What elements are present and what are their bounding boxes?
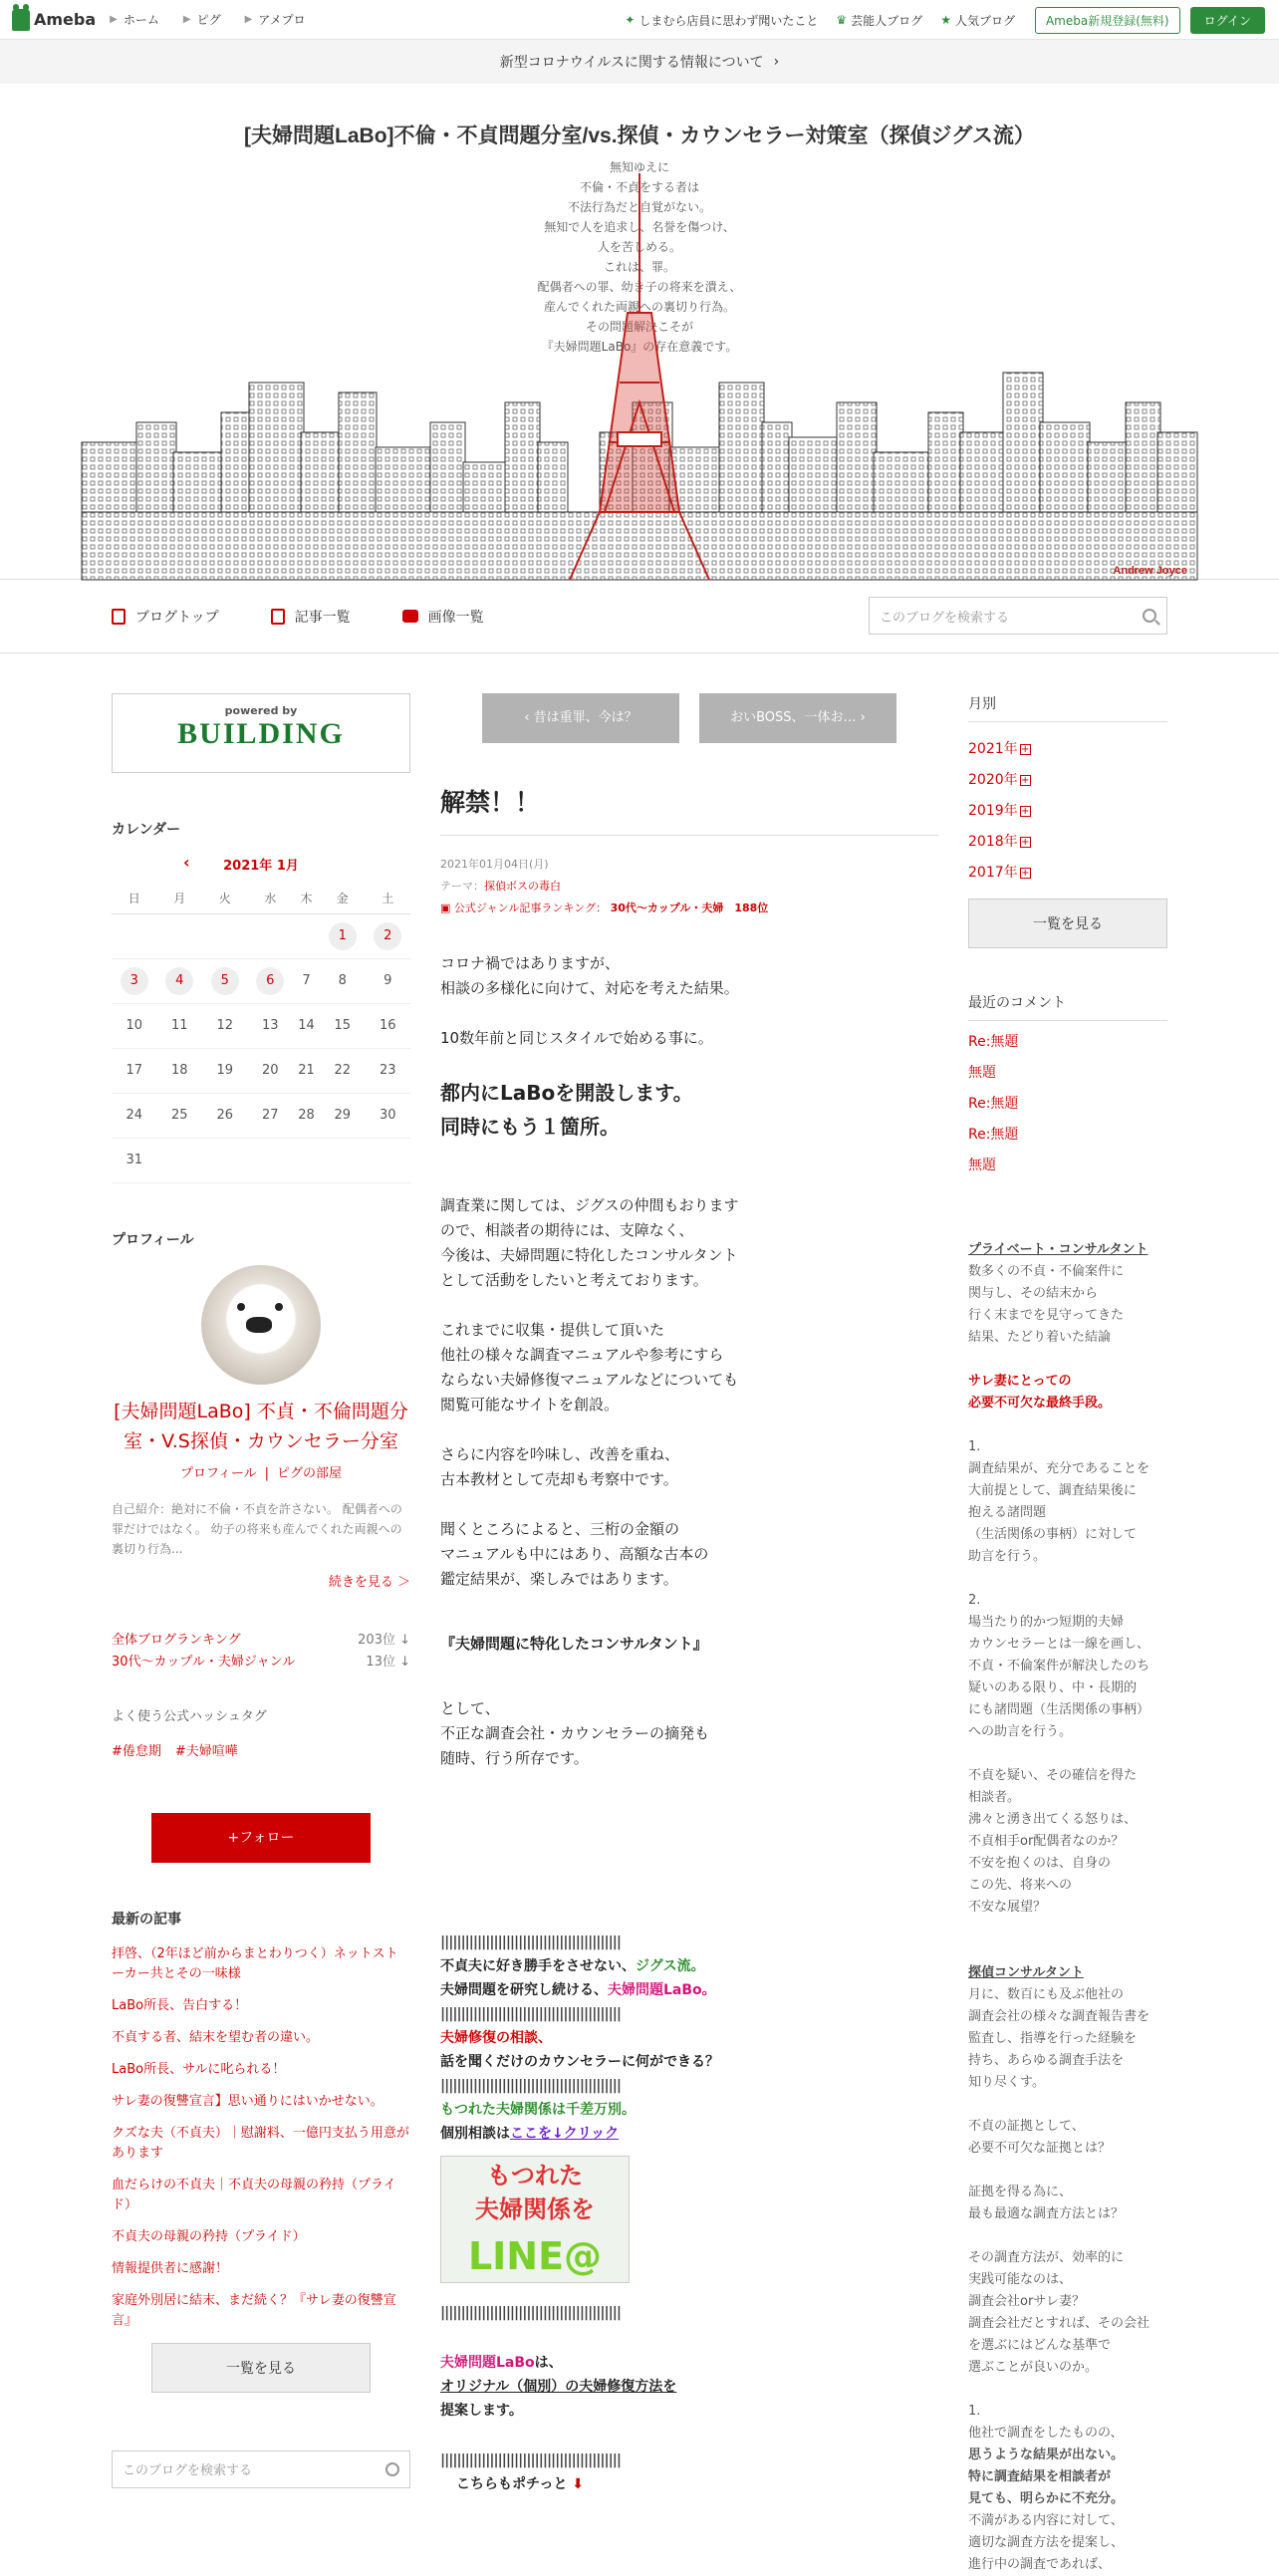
calendar-table	[112, 884, 410, 1183]
archive-more-button[interactable]: 一覧を見る	[968, 899, 1167, 948]
weekday-header: 水	[248, 884, 294, 913]
calendar-day: 29	[334, 1108, 351, 1123]
list-item[interactable]: LaBo所長、告白する！	[112, 1997, 248, 2013]
chevron-right-icon: ▶	[244, 14, 253, 25]
blog-search-input[interactable]: このブログを検索する	[869, 597, 1167, 635]
calendar-day: 26	[216, 1108, 234, 1123]
hashtag[interactable]: #倦怠期	[112, 1743, 161, 1759]
archive-year[interactable]: 2018年 +	[968, 834, 1030, 850]
nav-pigg[interactable]: ▶ ピグ	[182, 13, 221, 27]
expand-icon[interactable]: +	[1020, 837, 1030, 848]
sidebar-search-input[interactable]: このブログを検索する	[112, 2450, 410, 2488]
calendar-day-with-post[interactable]: 2	[374, 922, 401, 950]
recent-comments-list	[968, 1027, 1167, 1181]
expand-icon[interactable]: +	[1020, 868, 1030, 879]
right-sidebar	[968, 693, 1167, 2576]
global-header	[0, 0, 1279, 40]
list-item[interactable]: Re:無題	[968, 1034, 1019, 1050]
article-body: コロナ禍ではありますが、 相談の多様化に向けて、対応を考えた結果。 10数年前と同じスタイルで始める事に。 都内にLaBoを開設します。 同時にもう１箇所。 調査業に関しては、ジグスの仲間もおります ので、相談者の期待には、支障なく、 今後は、夫婦問題に特化したコンサルタント として活動をしたいと考えております。 これまでに収集・提供して頂いた 他社の様々な調査マニュアルや参考にすら ならない夫婦修復マニュアルなどについても 閲覧可能なサイトを創設。 さらに内容を吟味し、改善を重ね、 古本教材として売却も考察中です。 聞くところによると、三桁の金額の マニュアルも中にはあり、高額な古本の 鑑定結果が、楽しみではあります。 『夫婦問題に特化したコンサルタント』 として、 不正な調査会社・カウンセラーの摘発も 随時、行う所存です。 |||||||||||||||||||||||||||||||||||||||||||| 不貞夫に好き勝手をさせない、ジグス流。 夫婦問題を研究し続ける、夫婦問題LaBo。 |||||||||||||||||||||||||||||||||||||||||||| 夫婦修復の相談、 話を聞くだけのカウンセラーに何ができる？ |||||||||||||||||||||||||||||||||||||||||||| もつれた夫婦関係は千差万別。 個別相談はここを↓クリック もつれた 夫婦関係を LINE@ |||||||||||||||||||||||||||||||||||||||||||| 夫婦問題LaBoは、 オリジナル（個別）の夫婦修復方法を 提案します。 |||||||||||||||||||||||||||||||||||||||||||| こちらもポチっと ⬇	[440, 951, 938, 2496]
calendar-day-with-post[interactable]: 4	[165, 967, 193, 995]
chevron-left-icon[interactable]: ‹	[183, 853, 190, 872]
calendar-day: 9	[384, 973, 392, 988]
article-list-link[interactable]: 記事一覧	[271, 607, 351, 627]
article-title[interactable]: 解禁！！	[440, 783, 938, 836]
article	[440, 693, 938, 2496]
calendar-title: カレンダー	[112, 822, 181, 838]
list-item[interactable]: Re:無題	[968, 1096, 1019, 1112]
archive-year[interactable]: 2021年 +	[968, 741, 1030, 757]
hashtag-title: よく使う公式ハッシュタグ	[112, 1708, 267, 1724]
calendar-day-with-post[interactable]: 6	[256, 967, 284, 995]
list-item[interactable]: 不貞夫の母親の矜持（プライド）	[112, 2228, 306, 2244]
article-meta: 2021年01月04日(月) テーマ：探偵ボスの毒白 ▣ 公式ジャンル記事ランキング： 30代〜カップル・夫婦 188位	[440, 854, 938, 919]
arrow-down-icon: ⬇	[572, 2476, 585, 2492]
latest-articles-list	[112, 1944, 410, 2331]
list-item[interactable]: 情報提供者に感謝！	[112, 2260, 229, 2276]
calendar-day: 13	[262, 1018, 279, 1033]
line-at-banner[interactable]: もつれた 夫婦関係を LINE@	[440, 2156, 630, 2283]
calendar-week	[112, 1003, 410, 1048]
article-date: 2021年01月04日(月)	[440, 858, 549, 871]
list-item[interactable]: 無題	[968, 1158, 996, 1173]
calendar-month: ‹ 2021年 1月	[183, 853, 299, 874]
next-article-button[interactable]: おいBOSS、一体お… ›	[699, 693, 896, 743]
calendar-day: 25	[171, 1108, 188, 1123]
weekday-header: 日	[112, 884, 157, 913]
nav-home[interactable]: ▶ ホーム	[110, 13, 159, 27]
calendar-day: 10	[126, 1018, 143, 1033]
promo-link-popular[interactable]: ★ 人気ブログ	[940, 13, 1015, 28]
calendar-day-with-post[interactable]: 1	[329, 922, 357, 950]
consultation-link[interactable]: ここを↓クリック	[510, 2126, 620, 2142]
weekday-header: 土	[365, 884, 410, 913]
list-item[interactable]: 無題	[968, 1065, 996, 1081]
calendar-week	[112, 913, 410, 958]
divider: ||||||||||||||||||||||||||||||||||||||||||||	[440, 2305, 621, 2321]
login-button[interactable]: ログイン	[1190, 7, 1265, 34]
nav-amepro[interactable]: ▶ アメプロ	[244, 13, 306, 27]
weekday-header: 月	[157, 884, 203, 913]
artist-signature: Andrew Joyce	[1113, 565, 1187, 577]
latest-articles-title: 最新の記事	[112, 1911, 181, 1928]
document-icon	[112, 609, 126, 625]
list-item[interactable]: 拝啓、（2年ほど前からまとわりつく）ネットストーカー共とその一味様	[112, 1945, 398, 1981]
article-pager	[440, 693, 938, 743]
calendar-day: 11	[171, 1018, 188, 1033]
blog-title[interactable]: [夫婦問題LaBo]不倫・不貞問題分室/vs.探偵・カウンセラー対策室（探偵ジグス流）	[244, 125, 1035, 147]
building-banner[interactable]: powered by BUILDING	[112, 693, 410, 773]
blog-top-link[interactable]: ブログトップ	[112, 607, 219, 627]
list-item[interactable]: LaBo所長、サルに叱られる！	[112, 2061, 286, 2077]
archive-year[interactable]: 2017年 +	[968, 865, 1030, 881]
profile-title: プロフィール	[112, 1231, 194, 1248]
latest-more-button[interactable]: 一覧を見る	[151, 2343, 371, 2393]
detective-consultant-title: 探偵コンサルタント	[968, 1965, 1084, 1980]
list-item[interactable]: クズな夫（不貞夫）｜慰謝料、一億円支払う用意があります	[112, 2125, 409, 2161]
divider: ||||||||||||||||||||||||||||||||||||||||||||	[440, 2078, 621, 2094]
profile-more-link[interactable]: 続きを見る ＞	[328, 1574, 410, 1590]
blog-tagline: 無知ゆえに 不倫・不貞をする者は 不法行為だと自覚がない。 無知で人を追求し、名誉を傷つけ、 人を苦しめる。 これは、罪。 配偶者への罪、幼き子の将来を潰え、 産んでくれた両親への裏切り行為。 その問題解決こそが 『夫婦問題LaBo』の存在意義です。	[537, 160, 742, 354]
calendar-day: 31	[126, 1153, 143, 1167]
divider: ||||||||||||||||||||||||||||||||||||||||||||	[440, 2006, 621, 2022]
calendar-day: 7	[302, 973, 311, 988]
archive-year[interactable]: 2019年 +	[968, 803, 1030, 819]
camera-icon	[402, 610, 418, 623]
calendar-day: 20	[262, 1063, 279, 1078]
hashtag[interactable]: #夫婦喧嘩	[174, 1743, 238, 1759]
chevron-right-icon: ›	[856, 710, 866, 725]
ranking-row[interactable]: 30代〜カップル・夫婦ジャンル 13位 ↓	[112, 1654, 410, 1670]
calendar-day-with-post[interactable]: 3	[121, 967, 148, 995]
tokyo-skyline-illustration	[82, 273, 1197, 580]
calendar-day-with-post[interactable]: 5	[211, 967, 239, 995]
expand-icon[interactable]: +	[1020, 744, 1030, 755]
profile-link[interactable]: プロフィール	[179, 1465, 257, 1481]
calendar-day: 21	[298, 1063, 315, 1078]
crown-icon: ♛	[836, 13, 848, 27]
calendar-day: 30	[379, 1108, 396, 1123]
blog-nav	[0, 580, 1279, 653]
calendar-day: 24	[126, 1108, 143, 1123]
calendar-day: 12	[216, 1018, 234, 1033]
chevron-right-icon: ›	[773, 54, 780, 70]
chevron-right-icon: ▶	[182, 14, 191, 25]
profile-links: プロフィール | ピグの部屋	[179, 1465, 343, 1481]
calendar-day: 19	[216, 1063, 234, 1078]
list-item[interactable]: サレ妻の復讐宣言】思い通りにはいかせない。	[112, 2093, 384, 2109]
search-icon[interactable]	[1143, 609, 1156, 623]
ameba-logo-icon	[12, 9, 30, 31]
promo-link-shimamura[interactable]: ✦ しまむら店員に思わず聞いたこと	[625, 13, 819, 28]
calendar-day: 23	[379, 1063, 396, 1078]
private-consultant-title: プライベート・コンサルタント	[968, 1242, 1149, 1257]
profile-intro: 自己紹介：絶対に不倫・不貞を許さない。 配偶者への罪だけではなく。 幼子の将来も産んでくれた両親への裏切り行為...	[112, 1501, 402, 1556]
hashtags	[112, 1740, 410, 1759]
ranking-row[interactable]: 全体ブログランキング 203位 ↓	[112, 1632, 410, 1648]
profile-name[interactable]: [夫婦問題LaBo] 不貞・不倫問題分室・V.S探偵・カウンセラー分室	[114, 1400, 408, 1452]
chevron-right-icon: ▶	[110, 14, 118, 25]
calendar-day: 16	[379, 1018, 396, 1033]
calendar-week	[112, 1138, 410, 1182]
list-item[interactable]: 不貞する者、結末を望む者の違い。	[112, 2029, 320, 2045]
monthly-archive-list	[968, 734, 1167, 889]
calendar-day: 22	[334, 1063, 351, 1078]
weekday-header: 木	[293, 884, 320, 913]
expand-icon[interactable]: +	[1020, 806, 1030, 817]
ranking	[112, 1630, 410, 1674]
prev-article-button[interactable]: ‹ 昔は重罪、今は？	[482, 693, 679, 743]
calendar-day: 18	[171, 1063, 188, 1078]
ranking-icon: ▣	[440, 902, 454, 914]
calendar-day: 28	[298, 1108, 315, 1123]
promo-link-celebrity[interactable]: ♛ 芸能人ブログ	[836, 13, 923, 28]
list-item[interactable]: Re:無題	[968, 1127, 1019, 1143]
weekday-header: 火	[202, 884, 248, 913]
register-button[interactable]: Ameba新規登録(無料)	[1035, 7, 1180, 34]
list-item[interactable]: 家庭外別居に結末、まだ続く？『サレ妻の復讐宣言』	[112, 2292, 396, 2328]
calendar-day: 15	[334, 1018, 351, 1033]
divider: ||||||||||||||||||||||||||||||||||||||||||||	[440, 1934, 621, 1950]
search-icon[interactable]	[385, 2462, 399, 2476]
recent-comments-title: 最近のコメント	[968, 992, 1167, 1021]
avatar[interactable]	[201, 1265, 321, 1385]
monthly-archive-title: 月別	[968, 693, 1167, 722]
blog-header	[0, 84, 1279, 580]
free-space: プライベート・コンサルタント 数多くの不貞・不倫案件に 関与し、その結末から 行く末までを見守ってきた 結果、たどり着いた結論 サレ妻にとっての 必要不可欠な最終手段。 1. 調査結果が、充分であることを 大前提として、調査結果後に 抱える諸問題 （生活関係の事柄）に対して 助言を行う。 2. 場当たり的かつ短期的夫婦 カウンセラーとは一線を画し、 不貞・不倫案件が解決したのち 疑いのある限り、中・長期的 にも諸問題（生活関係の事柄） への助言を行う。 不貞を疑い、その確信を得た 相談者。 沸々と湧き出てくる怒りは、 不貞相手or配偶者なのか？ 不安を抱くのは、自身の この先、将来への 不安な展望？ 探偵コンサルタント 月に、数百にも及ぶ他社の 調査会社の様々な調査報告書を 監査し、指導を行った経験を 持ち、あらゆる調査手法を 知り尽くす。 不貞の証拠として、 必要不可欠な証拠とは？ 証拠を得る為に、 最も最適な調査方法とは？ その調査方法が、効率的に 実践可能なのは、 調査会社orサレ妻？ 調査会社だとすれば、その会社 を選ぶにはどんな基準で 選ぶことが良いのか。 1. 他社で調査をしたものの、 思うような結果が出ない。 特に調査結果を相談者が 見ても、明らかに不充分。 不満がある内容に対して、 適切な調査方法を提案し、 進行中の調査であれば、	[968, 1239, 1167, 2576]
calendar-day: 27	[262, 1108, 279, 1123]
expand-icon[interactable]: +	[1020, 775, 1030, 786]
calendar-day: 17	[126, 1063, 143, 1078]
image-list-link[interactable]: 画像一覧	[402, 607, 484, 627]
calendar-week	[112, 1093, 410, 1138]
theme-link[interactable]: 探偵ボスの毒白	[484, 880, 561, 893]
sparkle-icon: ✦	[625, 13, 636, 27]
archive-year[interactable]: 2020年 +	[968, 772, 1030, 788]
follow-button[interactable]: +フォロー	[151, 1813, 371, 1863]
covid-info-banner[interactable]: 新型コロナウイルスに関する情報について ›	[0, 40, 1279, 84]
left-sidebar	[112, 693, 410, 2488]
calendar-day: 14	[298, 1018, 315, 1033]
list-item[interactable]: 血だらけの不貞夫｜不貞夫の母親の矜持（プライド）	[112, 2177, 396, 2212]
ameba-logo[interactable]: Ameba	[12, 9, 96, 31]
genre-ranking[interactable]: ▣ 公式ジャンル記事ランキング： 30代〜カップル・夫婦 188位	[440, 902, 769, 914]
pigg-room-link[interactable]: ピグの部屋	[277, 1465, 343, 1481]
calendar-week	[112, 958, 410, 1003]
star-icon: ★	[940, 13, 951, 27]
divider: ||||||||||||||||||||||||||||||||||||||||||||	[440, 2452, 621, 2468]
chevron-left-icon: ‹	[524, 710, 534, 725]
weekday-header: 金	[320, 884, 366, 913]
calendar-week	[112, 1048, 410, 1093]
calendar-day: 8	[338, 973, 347, 988]
copy-icon	[271, 609, 285, 625]
